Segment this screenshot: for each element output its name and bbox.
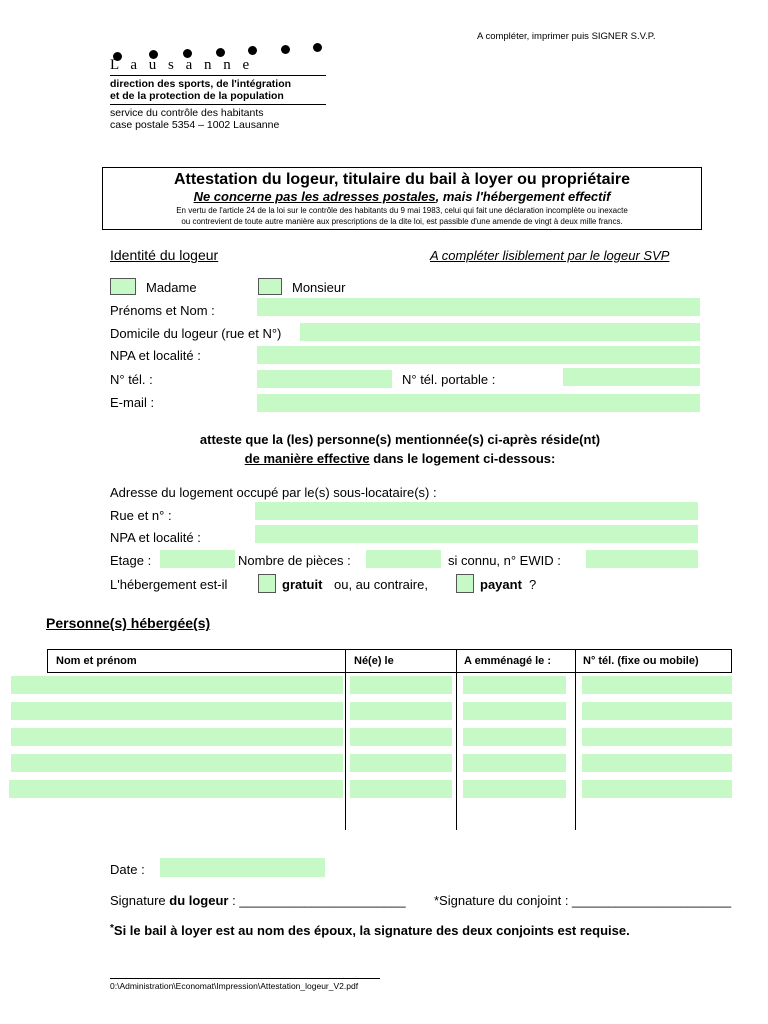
signature-logeur-blank: : _______________________ [228, 893, 406, 908]
row-1-nom-field[interactable] [11, 676, 343, 694]
identite-heading: Identité du logeur [110, 247, 219, 263]
row-2-nom-field[interactable] [11, 702, 343, 720]
personnes-heading: Personne(s) hébergée(s) [46, 615, 211, 631]
logo-dot [281, 45, 290, 54]
legal-line-1: En vertu de l'article 24 de la loi sur le contrôle des habitants du 9 mai 1983, celui qui fait une déclaration incomplète ou inexacte [176, 206, 628, 215]
row-4-nom-field[interactable] [11, 754, 343, 772]
department-line-2: et de la protection de la population [110, 90, 284, 102]
atteste-line-2 [0, 451, 768, 466]
footer-rule [110, 978, 380, 979]
gratuit-label: gratuit [282, 577, 323, 592]
payant-label: payant [480, 577, 522, 592]
column-header-tel: N° tél. (fixe ou mobile) [583, 655, 699, 667]
email-label: E-mail : [110, 395, 155, 410]
hebergement-label: L'hébergement est-il [110, 577, 228, 592]
print-instruction: A compléter, imprimer puis SIGNER S.V.P. [477, 31, 656, 42]
service-line-1: service du contrôle des habitants [110, 107, 264, 119]
header-rule [110, 75, 326, 76]
note-text: Si le bail à loyer est au nom des époux, la signature des deux conjoints est requise. [113, 923, 630, 938]
tel-field[interactable] [257, 370, 392, 388]
pieces-field[interactable] [366, 550, 441, 568]
service-line-2: case postale 5354 – 1002 Lausanne [110, 119, 280, 131]
rue-field[interactable] [255, 502, 698, 520]
logement-heading: Adresse du logement occupé par le(s) sous-locataire(s) : [110, 485, 437, 500]
column-header-nom: Nom et prénom [56, 655, 137, 667]
row-2-ne-field[interactable] [350, 702, 452, 720]
row-4-tel-field[interactable] [582, 754, 732, 772]
domicile-label: Domicile du logeur (rue et N°) [110, 326, 282, 341]
date-field[interactable] [160, 858, 325, 877]
logement-npa-label: NPA et localité : [110, 530, 201, 545]
column-header-ne: Né(e) le [354, 655, 394, 667]
date-label: Date : [110, 862, 145, 877]
npa-field[interactable] [257, 346, 700, 364]
footer-file-path: 0:\Administration\Economat\Impression\Attestation_logeur_V2.pdf [110, 981, 359, 991]
logo-dot [248, 46, 257, 55]
prenoms-nom-field[interactable] [257, 298, 700, 316]
ewid-label: si connu, n° EWID : [448, 553, 561, 568]
pieces-label: Nombre de pièces : [238, 553, 351, 568]
row-4-ne-field[interactable] [350, 754, 452, 772]
logo-dot [313, 43, 322, 52]
domicile-field[interactable] [300, 323, 700, 341]
row-1-emmenage-field[interactable] [463, 676, 566, 694]
atteste-line-1: atteste que la (les) personne(s) mentionnée(s) ci-après réside(nt) [199, 432, 601, 447]
etage-label: Etage : [110, 553, 152, 568]
payant-checkbox[interactable] [456, 574, 474, 593]
identite-instruction: A compléter lisiblement par le logeur SVP [430, 248, 670, 263]
row-3-emmenage-field[interactable] [463, 728, 566, 746]
signature-logeur-line[interactable] [110, 893, 406, 908]
form-title: Attestation du logeur, titulaire du bail à loyer ou propriétaire [173, 171, 631, 188]
monsieur-checkbox[interactable] [258, 278, 282, 295]
signature-bold: du logeur [169, 893, 229, 908]
tel-portable-label: N° tél. portable : [402, 372, 496, 387]
subtitle-rest: , mais l'hébergement effectif [435, 189, 611, 204]
gratuit-checkbox[interactable] [258, 574, 276, 593]
madame-label: Madame [146, 280, 197, 295]
logement-npa-field[interactable] [255, 525, 698, 543]
rue-label: Rue et n° : [110, 508, 172, 523]
signature-prefix: Signature [110, 893, 170, 908]
row-1-tel-field[interactable] [582, 676, 732, 694]
row-5-tel-field[interactable] [582, 780, 732, 798]
row-2-emmenage-field[interactable] [463, 702, 566, 720]
column-header-emmenage: A emménagé le : [464, 655, 552, 667]
row-1-ne-field[interactable] [350, 676, 452, 694]
column-divider [575, 649, 576, 830]
logo-wordmark: L a u s a n n e [110, 57, 254, 73]
row-3-nom-field[interactable] [11, 728, 343, 746]
column-divider [345, 649, 346, 830]
ou-contraire-label: ou, au contraire, [334, 577, 428, 592]
madame-checkbox[interactable] [110, 278, 136, 295]
row-5-emmenage-field[interactable] [463, 780, 566, 798]
row-5-ne-field[interactable] [350, 780, 452, 798]
logo-dot [216, 48, 225, 57]
form-subtitle [103, 189, 701, 204]
atteste-underlined: de manière effective [244, 451, 370, 466]
npa-label: NPA et localité : [110, 348, 201, 363]
row-4-emmenage-field[interactable] [463, 754, 566, 772]
personnes-table [47, 649, 732, 673]
row-3-tel-field[interactable] [582, 728, 732, 746]
atteste-rest: dans le logement ci-dessous: [369, 451, 556, 466]
etage-field[interactable] [160, 550, 235, 568]
subtitle-underlined: Ne concerne pas les adresses postales [193, 189, 436, 204]
monsieur-label: Monsieur [292, 280, 346, 295]
signature-conjoint-line[interactable]: *Signature du conjoint : ______________________ [434, 893, 732, 908]
tel-portable-field[interactable] [563, 368, 700, 386]
row-5-nom-field[interactable] [9, 780, 343, 798]
note-asterisk: * [110, 923, 114, 934]
prenoms-nom-label: Prénoms et Nom : [110, 303, 215, 318]
tel-label: N° tél. : [110, 372, 153, 387]
conjoints-note [110, 923, 630, 938]
email-field[interactable] [257, 394, 700, 412]
title-box [102, 167, 702, 230]
row-3-ne-field[interactable] [350, 728, 452, 746]
header-rule [110, 104, 326, 105]
row-2-tel-field[interactable] [582, 702, 732, 720]
legal-line-2: ou contrevient de toute autre manière aux prescriptions de la dite loi, est passible d'une amende de vingt à deux mille francs. [181, 217, 623, 226]
column-divider [456, 649, 457, 830]
ewid-field[interactable] [586, 550, 698, 568]
question-mark: ? [529, 577, 537, 592]
department-line-1: direction des sports, de l'intégration [110, 78, 292, 90]
